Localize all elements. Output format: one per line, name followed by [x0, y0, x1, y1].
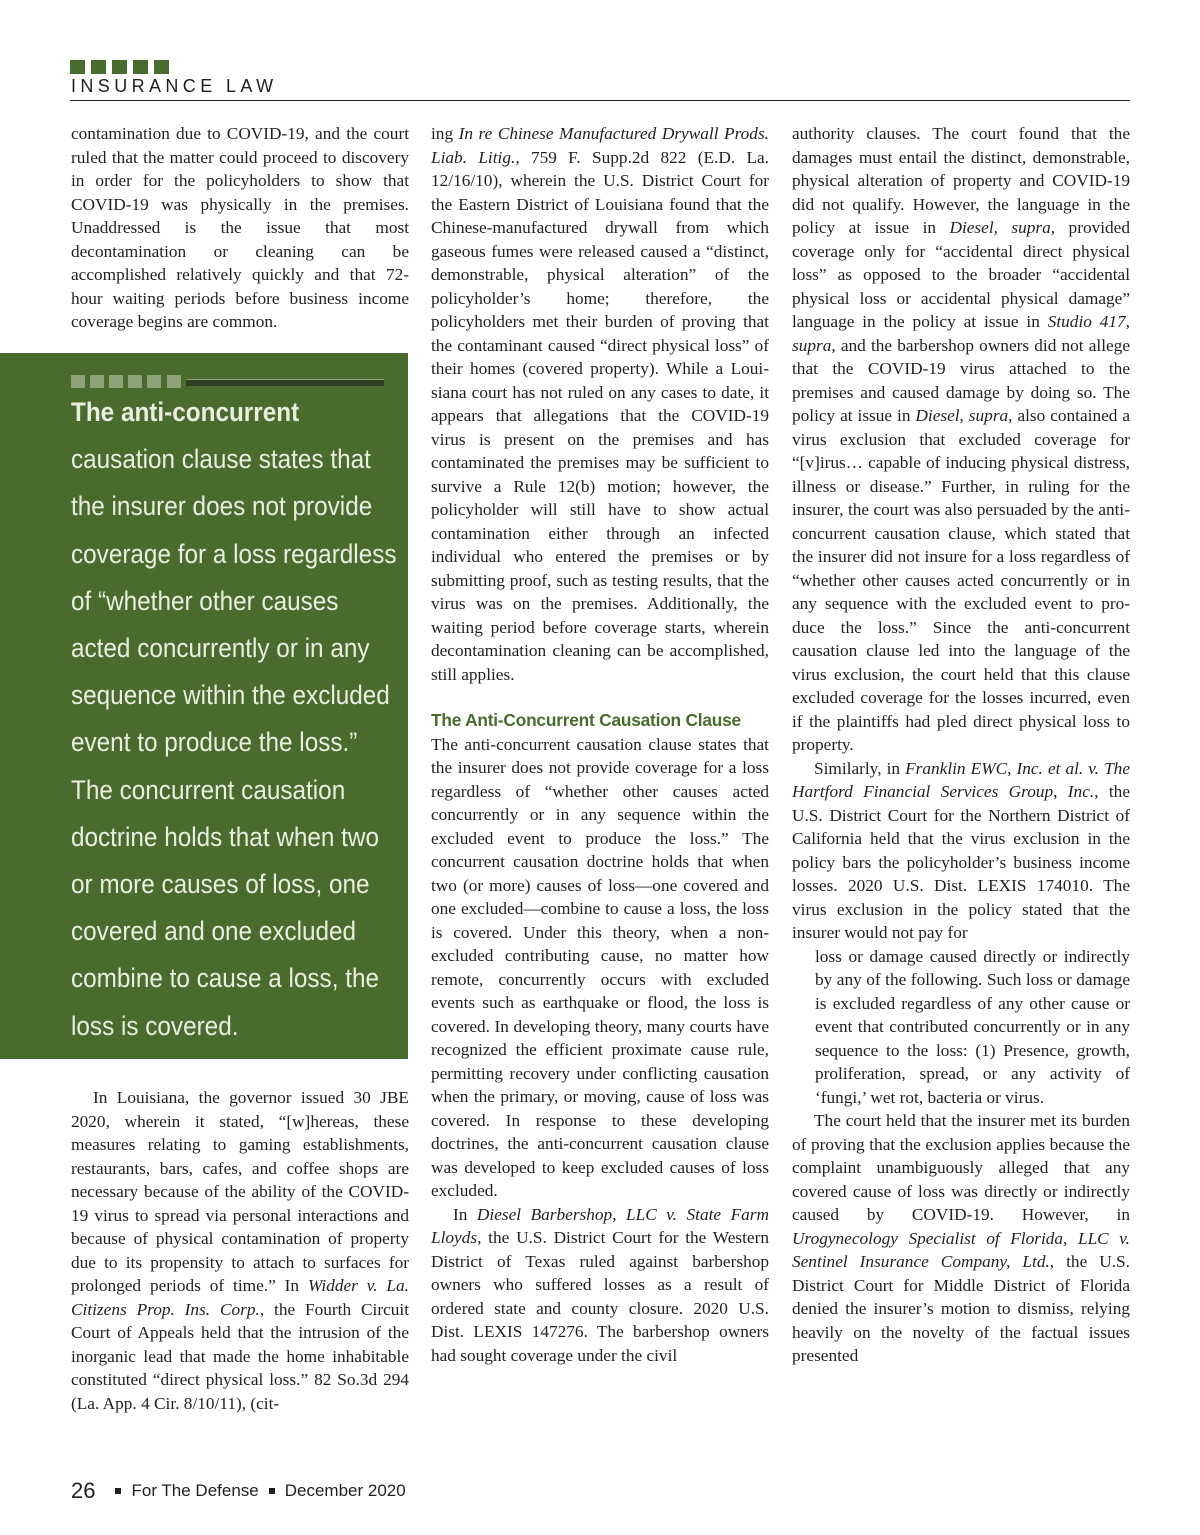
text-run: Similarly, in — [814, 758, 906, 778]
deco-square — [109, 375, 123, 388]
block-quote: loss or damage caused directly or indirectly by any of the following. Such loss or damage is excluded regardless of any other cause or event that contributed concurrently or in any sequence to the loss: (1) Presence, growth, proliferation, spread, or any activity of ‘fungi,’ wet rot, bacteria or virus. — [815, 946, 1130, 1107]
case-name: In re Chinese Manufactured Drywall Prods. Liab. Litig. — [431, 124, 769, 167]
header-squares — [70, 60, 169, 74]
header-square — [154, 60, 169, 74]
pull-quote-decoration — [71, 375, 384, 388]
paragraph — [431, 122, 769, 686]
bullet-separator — [269, 1488, 275, 1494]
case-name: Widder v. La. Citizens Prop. Ins. Corp. — [71, 1276, 409, 1319]
page-number: 26 — [71, 1478, 96, 1503]
paragraph — [71, 1086, 409, 1415]
pull-quote-body: causation clause states that the insurer does not provide coverage for a loss regardless of “whether other causes acted concurrently or in any sequence within the excluded event to produce the loss.” The concurrent causation doctrine holds that when two or more causes of loss, one covered and one excluded combine to cause a loss, the loss is covered. — [71, 444, 397, 1041]
deco-square — [147, 375, 161, 388]
header-square — [133, 60, 148, 74]
publication-name: For The Defense — [131, 1481, 259, 1500]
issue-date: December 2020 — [284, 1481, 406, 1500]
text-run: , the U.S. District Court for the Northern District of California held that the virus exclusion in the policy bars the policyholder’s business income losses. 2020 U.S. Dist. LEXIS 174010. The virus exclusion in the policy stated that the insurer would not pay for — [792, 782, 1130, 942]
case-name: Diesel Barbershop, LLC v. State Farm Lloyds — [431, 1204, 769, 1247]
header-rule — [70, 100, 1130, 101]
text-run: and the barbershop owners did not allege that the COVID-19 virus attached to the premises and caused damage by doing so. The policy at issue in — [792, 335, 1130, 425]
paragraph — [792, 1109, 1130, 1368]
case-name: Franklin EWC, Inc. et al. v. The Hartford Financial Services Group, Inc. — [792, 758, 1130, 801]
header-square — [112, 60, 127, 74]
pull-quote-text — [71, 389, 400, 1050]
deco-square — [167, 375, 181, 388]
bullet-separator — [115, 1488, 121, 1494]
text-run: , the U.S. District Court for Middle District of Florida denied the insurer’s motion to dismiss, relying heavily on the novelty of the factual issues presented — [792, 1252, 1130, 1365]
column-1-bottom — [71, 1086, 409, 1415]
paragraph — [792, 122, 1130, 757]
column-3 — [792, 122, 1130, 1368]
deco-square — [128, 375, 142, 388]
text-run: The court held that the insurer met its burden of proving that the exclusion applies because the complaint unambiguously alleged that any covered cause of loss was directly or indirectly caused by COVID-19. However, in — [792, 1111, 1130, 1224]
paragraph: The anti-concurrent causation clause states that the insurer does not provide coverage for a loss regardless of “whether other causes acted concurrently or in any sequence within the excluded event to produce the loss.” The concurrent causation doctrine holds that when two (or more) causes of loss—one covered and one excluded—combine to cause a loss, the loss is covered. Under this theory, when a non-excluded contributing cause, no matter how remote, concurrently occurs with excluded events such as earthquake or flood, the loss is covered. In developing theory, many courts have recognized the efficient proximate cause rule, permitting recovery under conflicting causation when the primary, or moving, cause of loss was covered. In response to these developing doctrines, the anti-concurrent causation clause was developed to keep excluded causes of loss excluded. — [431, 734, 769, 1200]
paragraph: contamination due to COVID-19, and the court ruled that the matter could proceed to discovery in order for the policyholders to show that COVID-19 was physically in the premises. Unaddressed is the issue that most decontamination or cleaning can be accomplished relatively quickly and that 72-hour waiting periods before business income coverage begins are common. — [71, 124, 409, 331]
column-1-top — [71, 122, 409, 334]
case-name: Diesel, supra, — [915, 406, 1013, 425]
case-name: Studio 417, supra, — [792, 312, 1130, 355]
deco-square — [71, 375, 85, 388]
deco-bar — [186, 379, 384, 386]
paragraph — [431, 1203, 769, 1368]
paragraph — [792, 757, 1130, 945]
column-2 — [431, 122, 769, 1367]
header-square — [91, 60, 106, 74]
case-name: Diesel, supra — [949, 218, 1051, 237]
deco-square — [90, 375, 104, 388]
pull-quote-box — [0, 353, 408, 1059]
text-run: , the U.S. District Court for the Western District of Texas ruled against barbershop owners who suffered losses as a result of ordered state and county closure. 2020 U.S. Dist. LEXIS 147276. The barbershop owners had sought coverage under the civil — [431, 1228, 769, 1365]
text-run: also contained a virus exclusion that excluded coverage for “[v]irus… capable of inducing physical distress, illness or disease.” Further, in ruling for the insurer, the court was also persuaded by the anti-concurrent causation clause, which stated that the insurer did not insure for a loss regardless of “whether other causes acted concurrently or in any sequence with the excluded event to produce the loss.” Since the anti-concurrent causation clause led into the language of the virus exclusion, the court held that this clause excluded coverage for the losses incurred, even if the plaintiffs had pled direct physical loss to property. — [792, 406, 1130, 754]
text-run: ing — [431, 124, 459, 143]
case-name: Urogynecology Specialist of Florida, LLC v. Sentinel Insurance Company, Ltd. — [792, 1228, 1130, 1271]
text-run: authority clauses. The court found that the damages must entail the distinct, demonstrable, physical alteration of property and COVID-19 did not qualify. However, the language in the policy at issue in — [792, 124, 1130, 237]
page-footer — [71, 1478, 406, 1504]
section-subhead: The Anti-Concurrent Causation Clause — [431, 710, 741, 730]
text-run: , provided coverage only for “accidental direct physical loss” as opposed to the broader “accidental physical loss or accidental physical damage” language in the policy at issue in — [792, 218, 1130, 331]
pull-quote-lead: The anti-concurrent — [71, 397, 300, 427]
header-square — [70, 60, 85, 74]
section-label: INSURANCE LAW — [71, 76, 278, 96]
text-run: In — [453, 1204, 477, 1224]
text-run: In Louisiana, the governor issued 30 JBE 2020, wherein it stated, “[w]hereas, these measures relating to gaming establishments, restaurants, bars, cafes, and coffee shops are necessary because of the ability of the COVID-19 virus to spread via personal interactions and because of physical contamination of property due to its propensity to attach to surfaces for prolonged periods of time.” In — [71, 1088, 409, 1295]
text-run: , 759 F. Supp.2d 822 (E.D. La. 12/16/10), wherein the U.S. District Court for the Eastern District of Louisiana found that the Chinese-manufactured drywall from which gaseous fumes were released caused a “distinct, demonstrable, physical alteration” of the policyholder’s home; therefore, the policyholders met their burden of proving that the contaminant caused “direct physical loss” of their homes (covered property). While a Louisiana court has not ruled on any cases to date, it appears that allegations that the COVID-19 virus is present on the premises and has contaminated the premises may be sufficient to survive a Rule 12(b) motion; however, the policyholder will still have to show actual contamination either through an infected individual who entered the premises or by submitting proof, such as testing results, that the virus was on the premises. Additionally, the waiting period before coverage starts, wherein decontamination cleaning can be accomplished, still applies. — [431, 147, 770, 684]
text-run: , the Fourth Circuit Court of Appeals held that the intrusion of the inorganic lead that made the home inhabitable constituted “direct physical loss.” 82 So.3d 294 (La. App. 4 Cir. 8/10/11), (cit- — [71, 1299, 409, 1413]
